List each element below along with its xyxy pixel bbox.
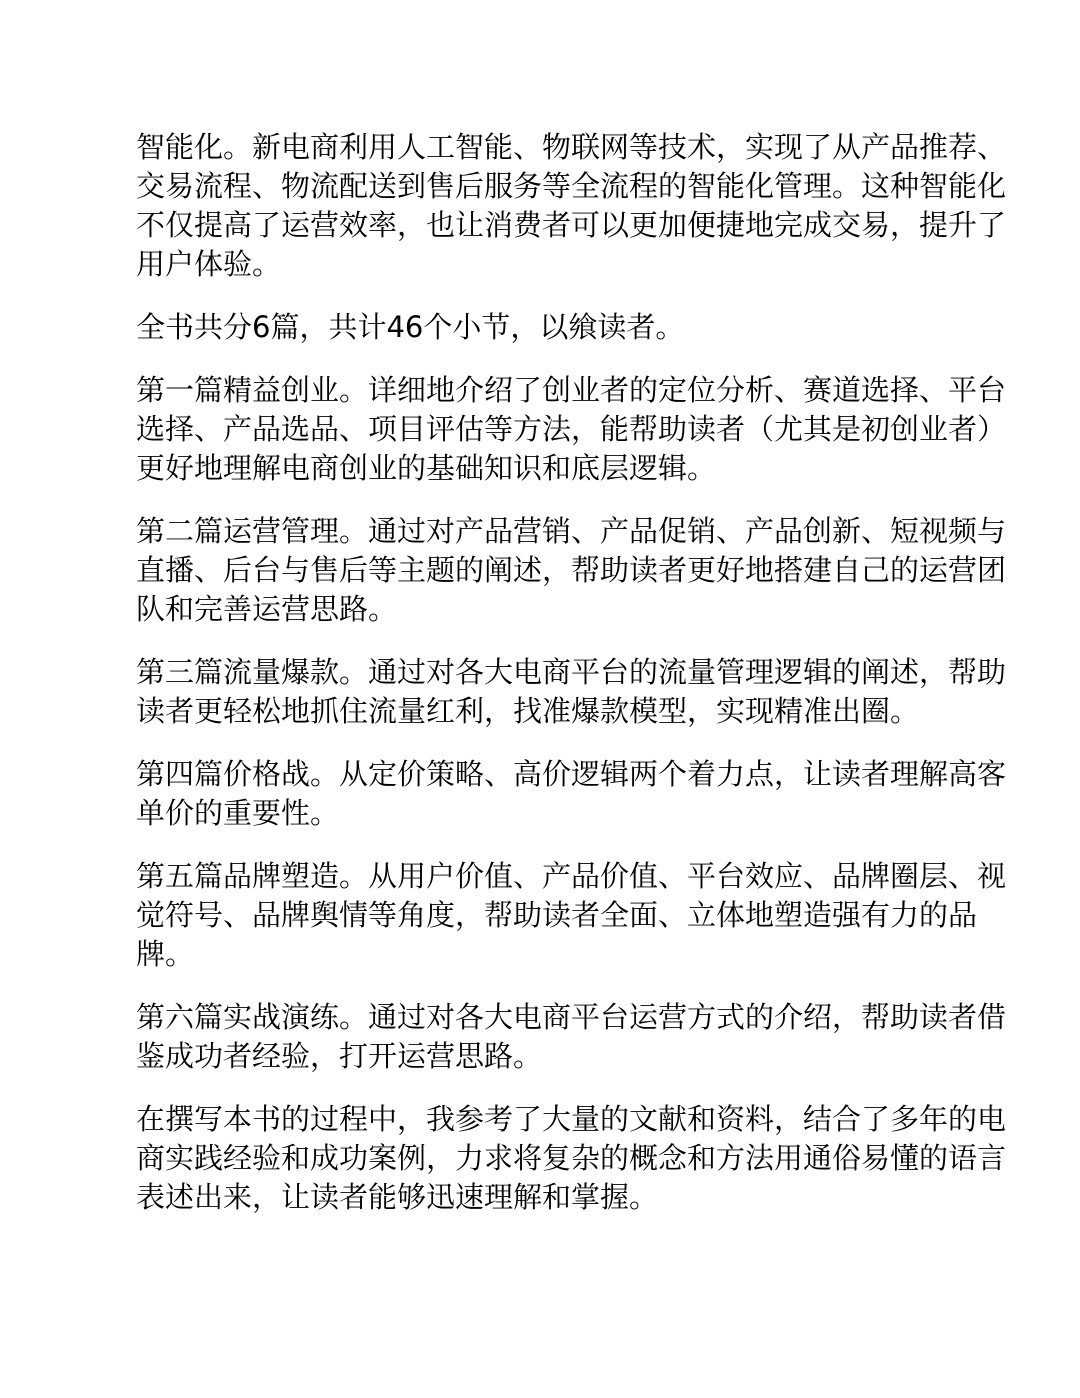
paragraph-writing-process <box>136 1100 1007 1217</box>
text-line: 交易流程、物流配送到售后服务等全流程的智能化管理。这种智能化 <box>136 169 1007 203</box>
text-line: 智能化。新电商利用人工智能、物联网等技术，实现了从产品推荐、 <box>136 130 1007 164</box>
text-line: 第五篇品牌塑造。从用户价值、产品价值、平台效应、品牌圈层、视 <box>136 859 1007 893</box>
text-line: 第一篇精益创业。详细地介绍了创业者的定位分析、赛道选择、平台 <box>136 373 1007 407</box>
paragraph-book-structure <box>136 308 936 347</box>
text-line: 觉符号、品牌舆情等角度，帮助读者全面、立体地塑造强有力的品 <box>136 898 978 932</box>
text-line: 第二篇运营管理。通过对产品营销、产品促销、产品创新、短视频与 <box>136 514 1007 548</box>
paragraph-part-three <box>136 653 1007 731</box>
text-line: 直播、后台与售后等主题的阐述，帮助读者更好地搭建自己的运营团 <box>136 553 1007 587</box>
text-line: 队和完善运营思路。 <box>136 592 398 626</box>
paragraph-intelligence <box>136 128 1007 284</box>
text-line: 在撰写本书的过程中，我参考了大量的文献和资料，结合了多年的电 <box>136 1102 1007 1136</box>
text-line: 不仅提高了运营效率，也让消费者可以更加便捷地完成交易，提升了 <box>136 208 1007 242</box>
text-line: 鉴成功者经验，打开运营思路。 <box>136 1039 543 1073</box>
text-line: 第四篇价格战。从定价策略、高价逻辑两个着力点，让读者理解高客 <box>136 757 1007 791</box>
paragraph-part-four <box>136 755 1007 833</box>
paragraph-part-six <box>136 998 1007 1076</box>
text-line: 第三篇流量爆款。通过对各大电商平台的流量管理逻辑的阐述，帮助 <box>136 655 1007 689</box>
text-line: 第六篇实战演练。通过对各大电商平台运营方式的介绍，帮助读者借 <box>136 1000 1007 1034</box>
text-line: 商实践经验和成功案例，力求将复杂的概念和方法用通俗易懂的语言 <box>136 1141 1007 1175</box>
body-text <box>136 128 1007 1241</box>
text-line: 全书共分6篇，共计46个小节，以飨读者。 <box>136 310 685 344</box>
paragraph-part-one <box>136 371 1007 488</box>
text-line: 读者更轻松地抓住流量红利，找准爆款模型，实现精准出圈。 <box>136 694 920 728</box>
text-line: 更好地理解电商创业的基础知识和底层逻辑。 <box>136 451 717 485</box>
text-line: 单价的重要性。 <box>136 796 340 830</box>
text-line: 表述出来，让读者能够迅速理解和掌握。 <box>136 1180 659 1214</box>
text-line: 用户体验。 <box>136 247 282 281</box>
text-line: 选择、产品选品、项目评估等方法，能帮助读者（尤其是初创业者） <box>136 412 1007 446</box>
paragraph-part-two <box>136 512 1007 629</box>
text-line: 牌。 <box>136 937 195 971</box>
paragraph-part-five <box>136 857 1007 974</box>
